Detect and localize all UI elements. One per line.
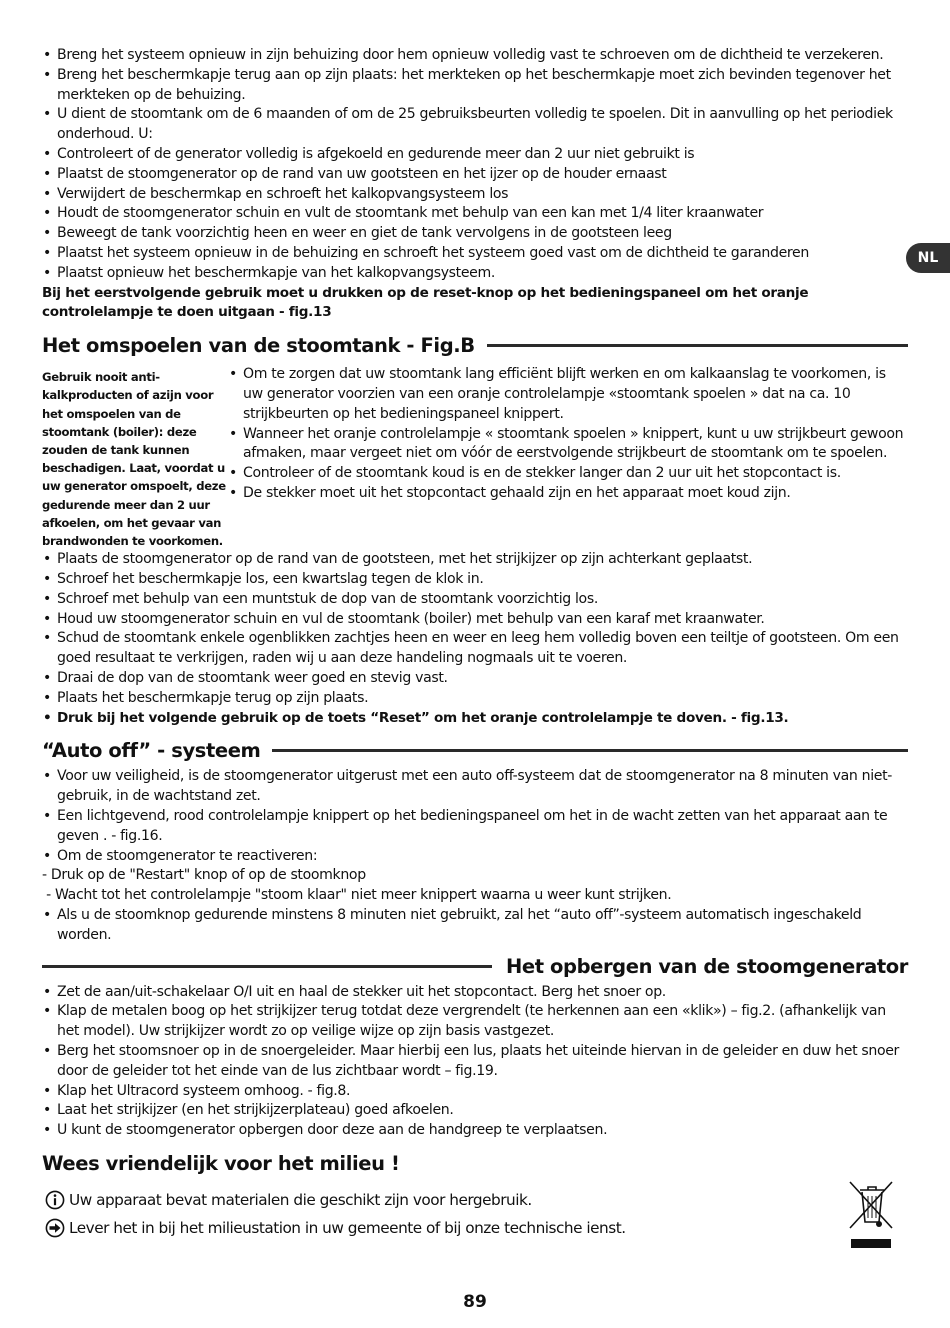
rinse-two-column	[42, 365, 908, 550]
heading-rule	[487, 344, 908, 347]
list-item: • U dient de stoomtank om de 6 maanden of om de 25 gebruiksbeurten volledig te spoelen. Dit in aanvulling op het periodiek onderhoud. U:	[42, 105, 908, 145]
list-item: • Klap de metalen boog op het strijkijzer terug totdat deze vergrendelt (te herkennen aan een «klik») – fig.2. (afhankelijk van het model). Uw strijkijzer wordt zo op veilige wijze op zijn basis vastgezet.	[42, 1002, 908, 1042]
section-heading-row	[42, 734, 908, 767]
heading-rule	[272, 749, 908, 752]
section-heading-row	[42, 950, 908, 983]
list-item: • Plaats de stoomgenerator op de rand van de gootsteen, met het strijkijzer op zijn achterkant geplaatst.	[42, 550, 908, 570]
list-item: • Klap het Ultracord systeem omhoog. - fig.8.	[42, 1082, 908, 1102]
intro-bold-note: Bij het eerstvolgende gebruik moet u drukken op de reset-knop op het bedieningspaneel om het oranje controlelampje te doen uitgaan - fig.13	[42, 284, 809, 321]
auto-off-bullet-list	[42, 767, 908, 866]
list-item: • Om te zorgen dat uw stoomtank lang efficiënt blijft werken en om kalkaanslag te voorkomen, is uw generator voorzien van een oranje controlelampje «stoomtank spoelen » dat na ca. 10 strijkbeurten op het bedieningspaneel knippert.	[228, 365, 908, 424]
page-number: 89	[463, 1292, 487, 1312]
list-item: • Controleert of de generator volledig is afgekoeld en gedurende meer dan 2 uur niet gebruikt is	[42, 145, 908, 165]
auto-off-dash-item: - Wacht tot het controlelampje "stoom klaar" niet meer knippert waarna u weer kunt strijken.	[42, 887, 672, 904]
rinse-bold-bullet: • Druk bij het volgende gebruik op de toets “Reset” om het oranje controlelampje te doven. - fig.13.	[42, 709, 908, 729]
section-title-environment: Wees vriendelijk voor het milieu !	[42, 1151, 400, 1175]
list-item: • Houd uw stoomgenerator schuin en vul de stoomtank (boiler) met behulp van een karaf met kraanwater.	[42, 610, 908, 630]
list-item: • Laat het strijkijzer (en het strijkijzerplateau) goed afkoelen.	[42, 1101, 908, 1121]
list-item: • Verwijdert de beschermkap en schroeft het kalkopvangsysteem los	[42, 185, 908, 205]
list-item: • Schroef met behulp van een muntstuk de dop van de stoomtank voorzichtig los.	[42, 590, 908, 610]
section-heading-row	[42, 1147, 908, 1180]
list-item: • Draai de dop van de stoomtank weer goed en stevig vast.	[42, 669, 908, 689]
environment-text-recycle: Uw apparaat bevat materialen die geschikt zijn voor hergebruik.	[69, 1190, 532, 1209]
environment-block	[42, 1186, 908, 1242]
section-title-rinse: Het omspoelen van de stoomtank - Fig.B	[42, 334, 475, 358]
arrow-right-circle-icon	[45, 1218, 65, 1238]
rinse-side-bullets	[228, 365, 908, 550]
section-heading-row	[42, 329, 908, 362]
list-item: • Als u de stoomknop gedurende minstens 8 minuten niet gebruikt, zal het “auto off”-systeem automatisch ingeschakeld worden.	[42, 906, 908, 946]
list-item: • Controleer of de stoomtank koud is en de stekker langer dan 2 uur uit het stopcontact is.	[228, 464, 908, 484]
rinse-bullet-list	[42, 550, 908, 708]
list-item: • Plaatst de stoomgenerator op de rand van uw gootsteen en het ijzer op de houder ernaast	[42, 165, 908, 185]
auto-off-dash-item: - Druk op de "Restart" knop of op de stoomknop	[42, 867, 366, 884]
side-warning-note: Gebruik nooit anti-kalkproducten of azijn voor het omspoelen van de stoomtank (boiler): deze zouden de tank kunnen beschadigen. Laat, voordat u uw generator omspoelt, deze gedurende meer dan 2 uur afkoelen, om het gevaar van brandwonden te voorkomen.	[42, 370, 226, 548]
storage-bullet-list	[42, 983, 908, 1141]
language-tab: NL	[906, 243, 950, 273]
list-item: • Plaats het beschermkapje terug op zijn plaats.	[42, 689, 908, 709]
list-item: • Plaatst opnieuw het beschermkapje van het kalkopvangsysteem.	[42, 264, 908, 284]
list-item: • Beweegt de tank voorzichtig heen en weer en giet de tank vervolgens in de gootsteen leeg	[42, 224, 908, 244]
intro-bullet-list	[42, 46, 908, 284]
list-item: • U kunt de stoomgenerator opbergen door deze aan de handgreep te verplaatsen.	[42, 1121, 908, 1141]
info-circle-icon	[45, 1190, 65, 1210]
environment-text-return: Lever het in bij het milieustation in uw gemeente of bij onze technische ienst.	[69, 1218, 626, 1237]
rinse-bold-list	[42, 709, 908, 729]
list-item: • Berg het stoomsnoer op in de snoergeleider. Maar hierbij een lus, plaats het uiteinde hiervan in de geleider en duw het snoer door de geleider tot het einde van de lus zichtbaar wordt – fig.19.	[42, 1042, 908, 1082]
list-item: • Om de stoomgenerator te reactiveren:	[42, 847, 908, 867]
auto-off-bullet-list-2	[42, 906, 908, 946]
section-title-auto-off: “Auto off” - systeem	[42, 739, 261, 763]
list-item: • Een lichtgevend, rood controlelampje knippert op het bedieningspaneel om het in de wacht zetten van het apparaat aan te geven . - fig.16.	[42, 807, 908, 847]
crossed-out-wheelie-bin-icon	[846, 1178, 896, 1250]
list-item: • Breng het systeem opnieuw in zijn behuizing door hem opnieuw volledig vast te schroeven om de dichtheid te verzekeren.	[42, 46, 908, 66]
list-item: • Plaatst het systeem opnieuw in de behuizing en schroeft het systeem goed vast om de dichtheid te garanderen	[42, 244, 908, 264]
list-item: • Zet de aan/uit-schakelaar O/I uit en haal de stekker uit het stopcontact. Berg het snoer op.	[42, 983, 908, 1003]
section-title-storage: Het opbergen van de stoomgenerator	[505, 954, 908, 978]
list-item: • Wanneer het oranje controlelampje « stoomtank spoelen » knippert, kunt u uw strijkbeurt gewoon afmaken, maar vergeet niet om vóór de eerstvolgende strijkbeurt de stoomtank om te spoelen.	[228, 425, 908, 465]
list-item: • Houdt de stoomgenerator schuin en vult de stoomtank met behulp van een kan met 1/4 liter kraanwater	[42, 204, 908, 224]
list-item: • Breng het beschermkapje terug aan op zijn plaats: het merkteken op het beschermkapje moet zich bevinden tegenover het merkteken op de behuizing.	[42, 66, 908, 106]
environment-line	[42, 1214, 908, 1242]
list-item: • Voor uw veiligheid, is de stoomgenerator uitgerust met een auto off-systeem dat de stoomgenerator na 8 minuten van niet- gebruik, in de wachtstand zet.	[42, 767, 908, 807]
environment-line	[42, 1186, 908, 1214]
list-item: • Schud de stoomtank enkele ogenblikken zachtjes heen en weer en leeg hem volledig boven een teiltje of gootsteen. Om een goed resultaat te verkrijgen, raden wij u aan deze handeling nogmaals uit te voeren.	[42, 629, 908, 669]
heading-rule	[42, 965, 492, 968]
list-item: • De stekker moet uit het stopcontact gehaald zijn en het apparaat moet koud zijn.	[228, 484, 908, 504]
list-item: • Schroef het beschermkapje los, een kwartslag tegen de klok in.	[42, 570, 908, 590]
page-content	[42, 46, 908, 1242]
